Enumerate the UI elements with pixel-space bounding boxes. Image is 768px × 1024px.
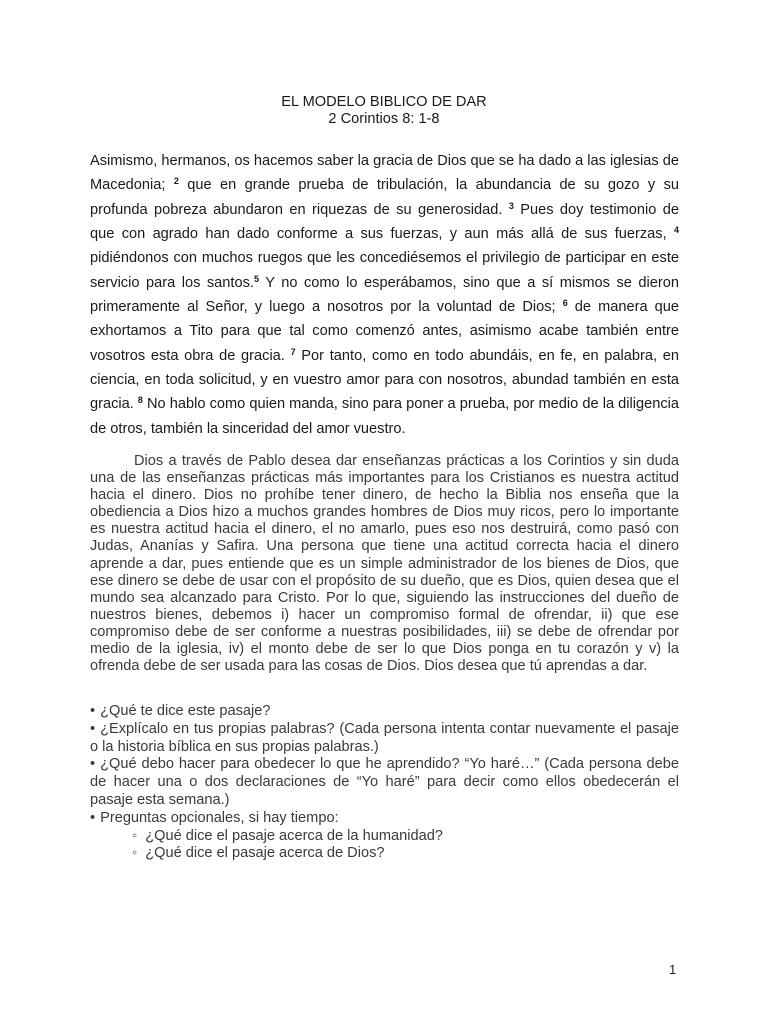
title-block [0, 94, 768, 128]
hollow-bullet-icon: ◦ [132, 827, 138, 844]
page-number: 1 [669, 962, 677, 977]
discussion-questions [90, 703, 679, 863]
sub-question-item [132, 828, 679, 846]
question-item [90, 703, 679, 721]
bullet-icon: • [90, 703, 96, 719]
question-text: Preguntas opcionales, si hay tiempo: [100, 809, 339, 826]
question-text: ¿Explícalo en tus propias palabras? (Cada persona intenta contar nuevamente el pasaje o la historia bíblica en sus propias palabras.) [90, 720, 679, 755]
verse-text: Por tanto, como en todo abundáis, en fe, en palabra, en ciencia, en toda solicitud, y en vuestro amor para con nosotros, abundad también en esta gracia. [90, 347, 679, 413]
scripture-reference: 2 Corintios 8: 1-8 [328, 111, 440, 127]
verse-text: Asimismo, hermanos, os hacemos saber la gracia de Dios que se ha dado a las iglesias de Macedonia; [90, 153, 679, 194]
sub-question-text: ¿Qué dice el pasaje acerca de la humanidad? [145, 827, 443, 844]
verse-number: 2 [173, 176, 179, 187]
optional-questions [90, 828, 679, 864]
verse-number: 4 [673, 225, 679, 236]
bullet-icon: • [90, 720, 96, 737]
bullet-icon: • [90, 809, 96, 826]
verse-text: pidiéndonos con muchos ruegos que les concediésemos el privilegio de participar en este servicio para los santos. [90, 250, 679, 291]
verse-text: de manera que exhortamos a Tito para que tal como comenzó antes, asimismo acabe también entre vosotros esta obra de gracia. [90, 299, 679, 364]
verse-text: que en grande prueba de tribulación, la abundancia de su gozo y su profunda pobreza abundaron en riquezas de su generosidad. [90, 177, 679, 218]
verse-text: Y no como lo esperábamos, sino que a sí mismos se dieron primeramente al Señor, y luego a nosotros por la voluntad de Dios; [90, 274, 679, 316]
sub-question-item [132, 845, 679, 863]
verse-number: 5 [253, 273, 259, 284]
verse-number: 8 [137, 395, 143, 406]
hollow-bullet-icon: ◦ [132, 845, 138, 862]
document-title: EL MODELO BIBLICO DE DAR [281, 94, 487, 110]
bullet-icon: • [90, 756, 96, 773]
question-text: ¿Qué debo hacer para obedecer lo que he aprendido? “Yo haré…” (Cada persona debe de hacer una o dos declaraciones de “Yo haré” para decir como ellos obedecerán el pasaje esta semana.) [90, 756, 679, 808]
scripture-passage [90, 149, 679, 441]
verse-number: 7 [290, 346, 296, 357]
question-item [90, 756, 679, 809]
commentary-paragraph: Dios a través de Pablo desea dar enseñanzas prácticas a los Corintios y sin duda una de las enseñanzas prácticas más importantes para los Cristianos es nuestra actitud hacia el dinero. Dios no prohíbe tener dinero, de hecho la Biblia nos enseña que la obediencia a Dios hizo a muchos grandes hombres de Dios muy ricos, pero lo importante es nuestra actitud hacia el dinero, el no amarlo, pues eso nos destruirá, como pasó con Judas, Ananías y Safira. Una persona que tiene una actitud correcta hacia el dinero aprende a dar, pues entiende que es un simple administrador de los bienes de Dios, que ese dinero se debe de usar con el propósito de su dueño, que es Dios, quien desea que el mundo sea alcanzado para Cristo. Por lo que, siguiendo las instrucciones del dueño de nuestros bienes, debemos i) hacer un compromiso formal de ofrendar, ii) que ese compromiso debe de ser conforme a nuestras posibilidades, iii) se debe de ofrendar por medio de la iglesia, iv) el monto debe de ser lo que Dios ponga en tu corazón y v) la ofrenda debe de ser usada para las cosas de Dios. Dios desea que tú aprendas a dar. [90, 453, 679, 675]
verse-text: Pues doy testimonio de que con agrado han dado conforme a sus fuerzas, y aun más allá de sus fuerzas, [90, 201, 679, 243]
verse-number: 6 [562, 298, 568, 309]
question-text: ¿Qué te dice este pasaje? [100, 703, 271, 719]
question-item [90, 721, 679, 757]
verse-text: No hablo como quien manda, sino para poner a prueba, por medio de la diligencia de otros, también la sinceridad del amor vuestro. [90, 396, 680, 437]
sub-question-text: ¿Qué dice el pasaje acerca de Dios? [145, 845, 385, 862]
verse-number: 3 [508, 200, 514, 211]
verse-8 [90, 396, 679, 436]
question-item [90, 810, 679, 863]
